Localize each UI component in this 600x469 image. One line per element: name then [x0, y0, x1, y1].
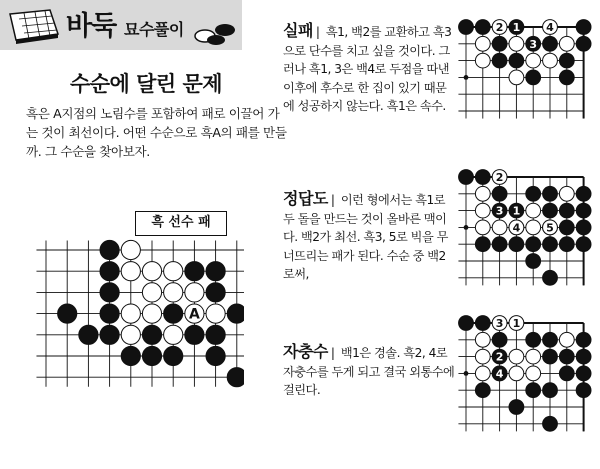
white-stone: [526, 203, 541, 218]
section-separator: |: [315, 25, 320, 39]
white-stone: [206, 304, 225, 323]
black-stone: [142, 325, 161, 344]
black-stone: [206, 283, 225, 302]
black-stone: [559, 53, 574, 68]
white-stone: [543, 53, 558, 68]
move-number: 3: [495, 317, 504, 330]
main-go-board: [0, 236, 244, 396]
black-stone: [576, 203, 591, 218]
move-number: 4: [546, 21, 554, 34]
black-stone: [100, 240, 119, 259]
white-stone: [121, 325, 140, 344]
black-stone: [543, 36, 558, 51]
black-stone: [492, 237, 507, 252]
move-number: 2: [495, 171, 504, 184]
white-stone: [121, 304, 140, 323]
move-number: 3: [529, 37, 538, 51]
move-number: 2: [495, 350, 504, 364]
black-stone: [121, 346, 140, 365]
move-number: 4: [495, 367, 504, 381]
white-stone: [526, 349, 541, 364]
black-stone: [142, 346, 161, 365]
black-stone: [475, 20, 490, 35]
white-stone: [164, 325, 183, 344]
white-stone: [559, 36, 574, 51]
article-title: 수순에 달린 문제: [69, 72, 223, 96]
black-stone: [164, 304, 183, 323]
section-heading: 실패: [283, 21, 313, 40]
black-stone: [543, 332, 558, 347]
black-stone: [475, 237, 490, 252]
move-number: 1: [512, 21, 521, 34]
black-stone: [206, 325, 225, 344]
black-stone: [227, 368, 244, 387]
black-stone: [543, 237, 558, 252]
black-stone: [509, 237, 524, 252]
black-stone: [509, 400, 524, 415]
black-stone: [526, 332, 541, 347]
black-stone: [526, 383, 541, 398]
white-stone: [164, 283, 183, 302]
white-stone: [475, 332, 490, 347]
black-stone: [543, 416, 558, 431]
move-number: 4: [512, 221, 521, 235]
move-number: 2: [495, 21, 504, 34]
white-stone: [559, 332, 574, 347]
header-subtitle: 묘수풀이: [124, 20, 184, 39]
black-stone: [79, 325, 98, 344]
black-stone: [576, 349, 591, 364]
black-stone: [58, 304, 77, 323]
black-stone: [559, 366, 574, 381]
star-point: [464, 225, 469, 230]
white-stone: [121, 240, 140, 259]
black-stone: [526, 186, 541, 201]
white-stone: [142, 304, 161, 323]
section-body: 이런 형에서는 흑1로 두 돌을 만드는 것이 올바른 맥이다. 백2가 최선. 흑3, 5로 빅을 무너뜨리는 패가 된다. 수순 중 백2로써,: [283, 193, 448, 282]
black-stone: [576, 220, 591, 235]
black-stone: [227, 304, 244, 323]
black-stone: [543, 349, 558, 364]
black-stone: [206, 346, 225, 365]
black-stone: [576, 36, 591, 51]
black-stone: [492, 36, 507, 51]
point-label-a: A: [188, 306, 200, 323]
black-stone: [526, 254, 541, 269]
header-title: 바둑: [66, 11, 117, 42]
section-answer: [283, 190, 455, 284]
white-stone: [509, 366, 524, 381]
selfatari-go-board: [450, 312, 600, 452]
black-stone: [475, 383, 490, 398]
section-body: 흑1, 백2를 교환하고 흑3으로 단수를 치고 싶을 것이다. 그러나 흑1, 3은 백4로 두점을 따낸 이후에 후수로 한 집이 있기 때문에 성공하지 않는다. 흑1은 속수.: [283, 25, 452, 114]
star-point: [464, 75, 469, 80]
black-stone: [185, 325, 204, 344]
black-stone: [459, 316, 474, 331]
white-stone: [475, 36, 490, 51]
answer-go-board: [450, 166, 600, 304]
intro-text: 흑은 A지점의 노림수를 포함하여 패로 이끌어 가는 것이 최선이다. 어떤 수순으로 흑A의 패를 만들까. 그 수순을 찾아보자.: [26, 106, 287, 159]
white-stone: [142, 262, 161, 281]
problem-tag: 흑 선수 패: [135, 211, 227, 236]
black-stone: [185, 262, 204, 281]
white-stone: [121, 262, 140, 281]
black-stone: [100, 262, 119, 281]
black-stone: [526, 237, 541, 252]
white-stone: [526, 220, 541, 235]
white-stone: [492, 220, 507, 235]
failure-go-board: [450, 16, 600, 138]
black-stone: [559, 70, 574, 85]
star-point: [464, 371, 469, 376]
section-heading: 자충수: [283, 342, 328, 361]
black-stone: [543, 186, 558, 201]
white-stone: [526, 53, 541, 68]
black-stone: [100, 283, 119, 302]
black-stone: [206, 262, 225, 281]
go-board-logo-icon: [4, 4, 62, 48]
black-stone: [492, 332, 507, 347]
black-stone: [576, 237, 591, 252]
black-stone: [459, 20, 474, 35]
stones-icon: [192, 20, 238, 46]
white-stone: [142, 283, 161, 302]
black-stone: [475, 316, 490, 331]
black-stone: [576, 20, 591, 35]
move-number: 1: [512, 204, 521, 218]
black-stone: [559, 203, 574, 218]
section-body: 백1은 경솔. 흑2, 4로 자충수를 두게 되고 결국 외통수에 걸린다.: [283, 346, 455, 398]
black-stone: [543, 270, 558, 285]
white-stone: [475, 203, 490, 218]
section-selfatari: [283, 343, 455, 400]
move-number: 5: [546, 221, 554, 235]
black-stone: [576, 383, 591, 398]
section-failure: [283, 22, 455, 116]
black-stone: [100, 304, 119, 323]
black-stone: [492, 186, 507, 201]
section-heading: 정답도: [283, 189, 328, 208]
white-stone: [475, 53, 490, 68]
section-separator: |: [330, 193, 335, 207]
black-stone: [543, 203, 558, 218]
black-stone: [509, 53, 524, 68]
move-number: 3: [495, 204, 504, 218]
white-stone: [559, 186, 574, 201]
black-stone: [559, 220, 574, 235]
move-number: 1: [512, 317, 521, 330]
white-stone: [475, 366, 490, 381]
white-stone: [475, 220, 490, 235]
white-stone: [475, 186, 490, 201]
black-stone: [576, 366, 591, 381]
white-stone: [509, 36, 524, 51]
black-stone: [475, 170, 490, 185]
black-stone: [526, 70, 541, 85]
white-stone: [509, 70, 524, 85]
black-stone: [100, 325, 119, 344]
white-stone: [509, 349, 524, 364]
section-separator: |: [330, 346, 335, 360]
white-stone: [526, 366, 541, 381]
black-stone: [492, 53, 507, 68]
white-stone: [164, 262, 183, 281]
black-stone: [559, 237, 574, 252]
black-stone: [543, 383, 558, 398]
black-stone: [576, 332, 591, 347]
white-stone: [475, 349, 490, 364]
white-stone: [185, 283, 204, 302]
black-stone: [164, 346, 183, 365]
black-stone: [459, 170, 474, 185]
black-stone: [576, 186, 591, 201]
black-stone: [559, 349, 574, 364]
